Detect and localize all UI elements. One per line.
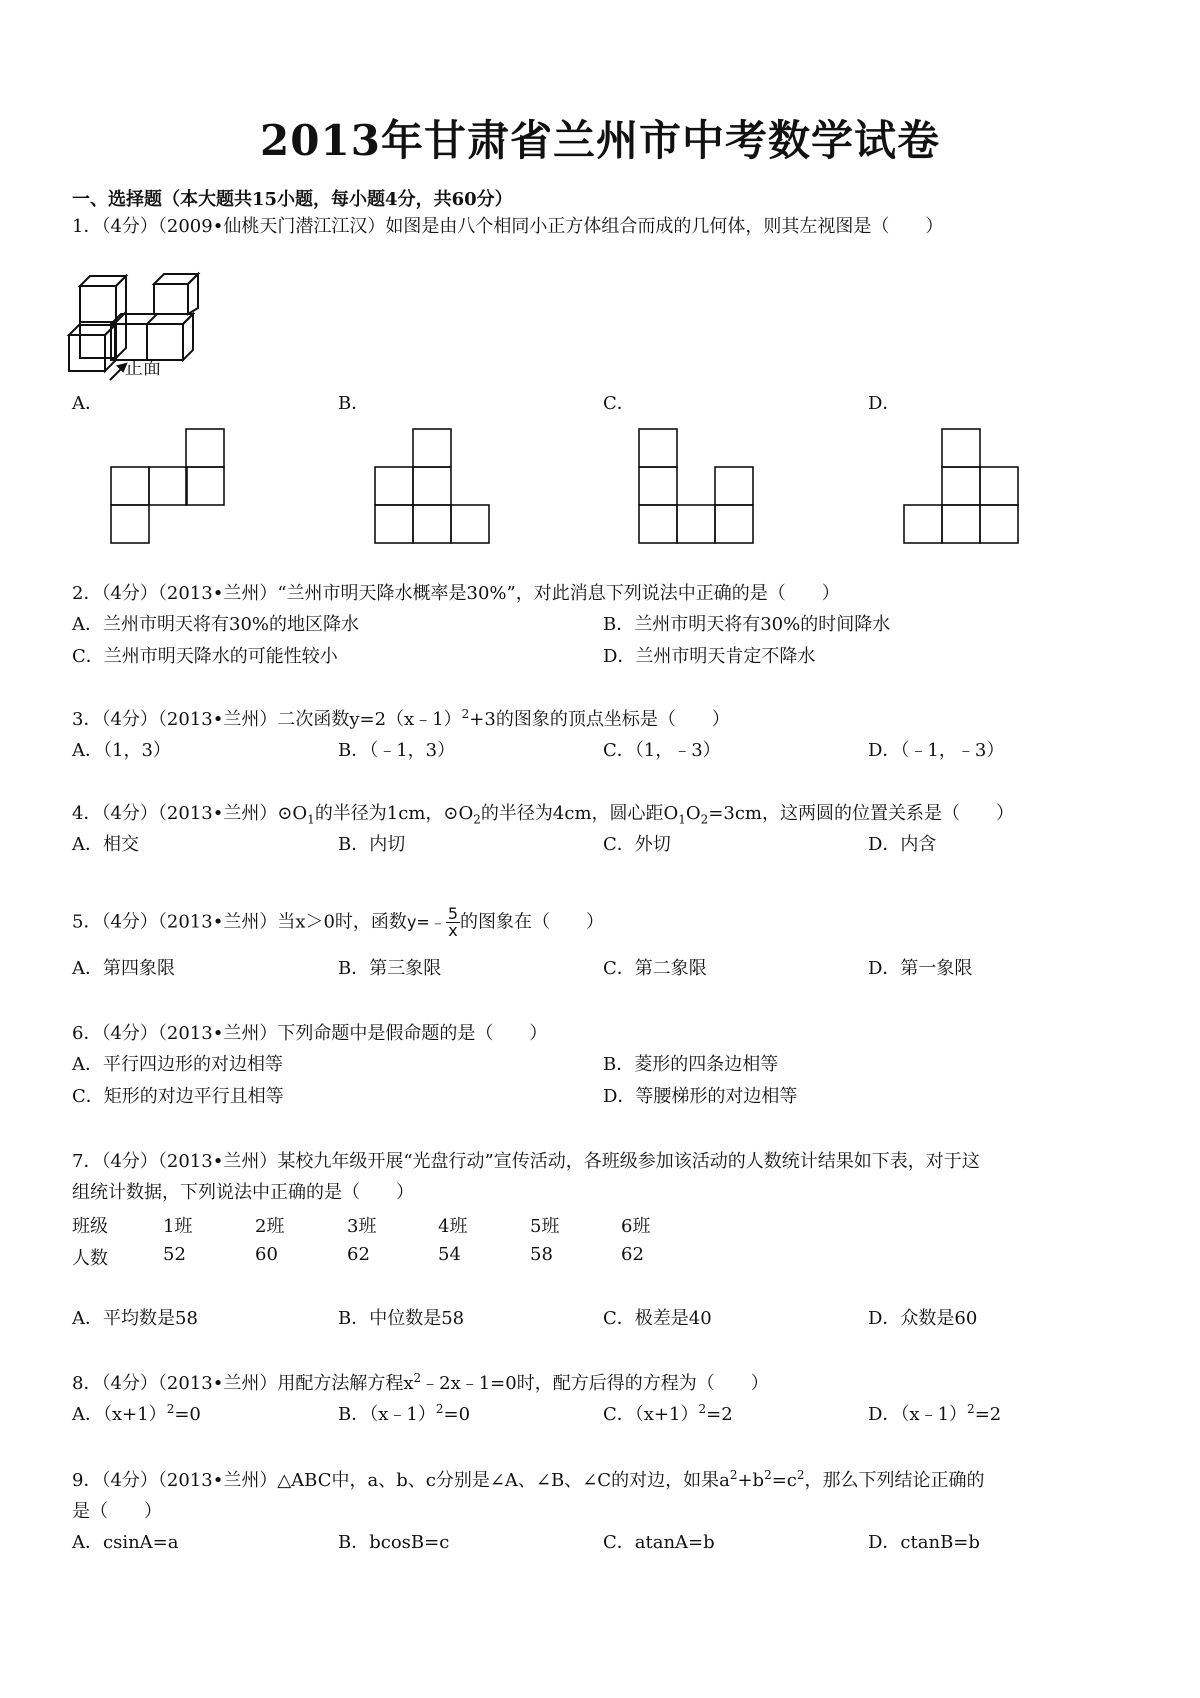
q4-sub-1: 1	[307, 812, 315, 827]
question-5-stem	[72, 906, 604, 939]
question-8-stem	[72, 1372, 769, 1396]
q9-exp-3: 2	[796, 1468, 805, 1482]
q1-option-a-view[interactable]	[110, 428, 226, 544]
q9-option-d[interactable]: D．ctanB=b	[868, 1532, 980, 1553]
q1-option-c-label[interactable]: C．	[603, 393, 635, 414]
q5-stem-text: 5．（4分）（2013•兰州）当x＞0时，函数	[72, 911, 407, 933]
question-7-stem-line-2: 组统计数据，下列说法中正确的是（ ）	[72, 1182, 414, 1203]
q9-exp-1: 2	[729, 1468, 738, 1482]
q8-option-a-exponent: 2	[166, 1402, 175, 1416]
front-label: 正面	[125, 358, 161, 379]
q2-option-b[interactable]: B．兰州市明天将有30%的时间降水	[603, 614, 891, 635]
cube-solid-figure	[66, 252, 216, 412]
q4-text-1: 4．（4分）（2013•兰州）⊙O	[72, 803, 308, 824]
question-9-stem-line-2: 是（ ）	[72, 1501, 162, 1522]
question-7-stem-line-1: 7．（4分）（2013•兰州）某校九年级开展“光盘行动”宣传活动，各班级参加该活动的人数统计结果如下表，对于这	[72, 1151, 980, 1172]
q6-option-d[interactable]: D．等腰梯形的对边相等	[603, 1086, 798, 1107]
q9-exp-2: 2	[764, 1468, 772, 1482]
table-header-cell: 2班	[255, 1216, 285, 1237]
q4-option-b[interactable]: B．内切	[338, 834, 406, 855]
q8-exponent: 2	[413, 1371, 422, 1385]
q8-option-c-base: C．（x+1）	[603, 1404, 699, 1425]
q7-option-a[interactable]: A．平均数是58	[72, 1308, 198, 1329]
q8-stem-text: 8．（4分）（2013•兰州）用配方法解方程x	[72, 1373, 414, 1394]
question-3-stem	[72, 708, 730, 732]
q5-fraction-denominator: x	[448, 921, 458, 940]
q8-option-b[interactable]	[338, 1403, 470, 1427]
q4-option-d[interactable]: D．内含	[868, 834, 937, 855]
q8-option-d-exponent: 2	[967, 1402, 975, 1416]
table-header-cell: 3班	[347, 1216, 377, 1237]
q9-text-3: =c	[771, 1470, 797, 1491]
table-header-cell: 6班	[621, 1216, 651, 1237]
q4-text-5: =3cm，这两圆的位置关系是（ ）	[708, 803, 1014, 824]
q7-option-d[interactable]: D．众数是60	[868, 1308, 978, 1329]
q2-option-c[interactable]: C．兰州市明天降水的可能性较小	[72, 646, 338, 667]
q8-option-c-exponent: 2	[698, 1402, 707, 1416]
table-row-cell: 62	[347, 1244, 370, 1265]
q3-option-d[interactable]: D．（﹣1，﹣3）	[868, 740, 1005, 761]
q1-option-b-view[interactable]	[374, 428, 490, 544]
q5-option-c[interactable]: C．第二象限	[603, 958, 707, 979]
q1-option-a-label[interactable]: A．	[72, 393, 103, 414]
table-header-cell: 5班	[530, 1216, 560, 1237]
question-1-stem: 1．（4分）（2009•仙桃天门潜江江汉）如图是由八个相同小正方体组合而成的几何体，则其左视图是（ ）	[72, 216, 944, 237]
q6-option-c[interactable]: C．矩形的对边平行且相等	[72, 1086, 284, 1107]
table-header-cell: 1班	[163, 1216, 193, 1237]
q3-option-a[interactable]: A．（1，3）	[72, 740, 171, 761]
q1-option-d-label[interactable]: D．	[868, 393, 901, 414]
q8-option-a-base: A．（x+1）	[72, 1404, 167, 1425]
table-row-cell: 54	[438, 1244, 461, 1265]
q1-option-b-label[interactable]: B．	[338, 393, 370, 414]
q8-option-d[interactable]	[868, 1403, 1001, 1427]
q8-stem-tail: ﹣2x﹣1=0时，配方后得的方程为（ ）	[421, 1373, 769, 1394]
table-row-cell: 人数	[72, 1248, 108, 1269]
q2-option-a[interactable]: A．兰州市明天将有30%的地区降水	[72, 614, 360, 635]
q3-option-c[interactable]: C．（1，﹣3）	[603, 740, 721, 761]
q1-option-d-view[interactable]	[903, 428, 1019, 544]
q8-option-b-rhs: =0	[443, 1404, 471, 1425]
q5-option-d[interactable]: D．第一象限	[868, 958, 973, 979]
q3-stem-tail: +3的图象的顶点坐标是（ ）	[469, 709, 730, 730]
q5-option-b[interactable]: B．第三象限	[338, 958, 442, 979]
q8-option-b-base: B．（x﹣1）	[338, 1404, 436, 1425]
q5-stem-tail: 的图象在（ ）	[460, 911, 605, 933]
q3-stem-text: 3．（4分）（2013•兰州）二次函数y=2（x﹣1）	[72, 709, 462, 730]
q5-fraction	[446, 906, 460, 939]
q9-text-1: 9．（4分）（2013•兰州）△ABC中，a、b、c分别是∠A、∠B、∠C的对边，如果a	[72, 1470, 730, 1491]
q4-sub-3: 1	[678, 812, 686, 827]
q1-option-c-view[interactable]	[638, 428, 754, 544]
q9-text-2: +b	[737, 1470, 765, 1491]
q5-equation-left: y=﹣	[406, 912, 446, 932]
q4-option-c[interactable]: C．外切	[603, 834, 671, 855]
q4-sub-2: 2	[473, 812, 481, 827]
q5-fraction-numerator: 5	[447, 904, 459, 923]
section-heading: 一、选择题（本大题共15小题，每小题4分，共60分）	[72, 189, 513, 210]
q4-sub-4: 2	[700, 812, 709, 827]
q7-option-c[interactable]: C．极差是40	[603, 1308, 712, 1329]
q2-option-d[interactable]: D．兰州市明天肯定不降水	[603, 646, 816, 667]
q8-option-d-rhs: =2	[974, 1404, 1002, 1425]
question-6-stem: 6．（4分）（2013•兰州）下列命题中是假命题的是（ ）	[72, 1023, 548, 1044]
q6-option-b[interactable]: B．菱形的四条边相等	[603, 1054, 779, 1075]
table-row-cell: 62	[621, 1244, 644, 1265]
q5-option-a[interactable]: A．第四象限	[72, 958, 175, 979]
q7-option-b[interactable]: B．中位数是58	[338, 1308, 465, 1329]
q8-option-d-base: D．（x﹣1）	[868, 1404, 968, 1425]
q9-option-c[interactable]: C．atanA=b	[603, 1532, 715, 1553]
q8-option-a-rhs: =0	[174, 1404, 201, 1425]
question-4-stem	[72, 802, 1014, 826]
q9-option-a[interactable]: A．csinA=a	[72, 1532, 179, 1553]
q8-option-b-exponent: 2	[435, 1402, 444, 1416]
q3-exponent: 2	[461, 707, 470, 721]
table-header-cell: 班级	[72, 1216, 108, 1237]
q4-option-a[interactable]: A．相交	[72, 834, 139, 855]
q9-option-b[interactable]: B．bcosB=c	[338, 1532, 450, 1553]
table-header-cell: 4班	[438, 1216, 468, 1237]
question-2-stem: 2．（4分）（2013•兰州）“兰州市明天降水概率是30%”，对此消息下列说法中正确的是（ ）	[72, 583, 840, 604]
page-title: 2013年甘肃省兰州市中考数学试卷	[260, 116, 940, 165]
q6-option-a[interactable]: A．平行四边形的对边相等	[72, 1054, 283, 1075]
q4-text-3: 的半径为4cm，圆心距O	[480, 803, 679, 824]
q9-text-4: ，那么下列结论正确的	[804, 1470, 985, 1491]
q8-option-c-rhs: =2	[706, 1404, 733, 1425]
question-9-stem	[72, 1469, 985, 1493]
q8-option-c[interactable]	[603, 1403, 733, 1427]
q4-text-4: O	[685, 803, 701, 824]
table-row-cell: 58	[530, 1244, 553, 1265]
q8-option-a[interactable]	[72, 1403, 201, 1427]
q3-option-b[interactable]: B．（﹣1，3）	[338, 740, 456, 761]
table-row-cell: 52	[163, 1244, 186, 1265]
table-row-cell: 60	[255, 1244, 278, 1265]
q4-text-2: 的半径为1cm，⊙O	[314, 803, 474, 824]
